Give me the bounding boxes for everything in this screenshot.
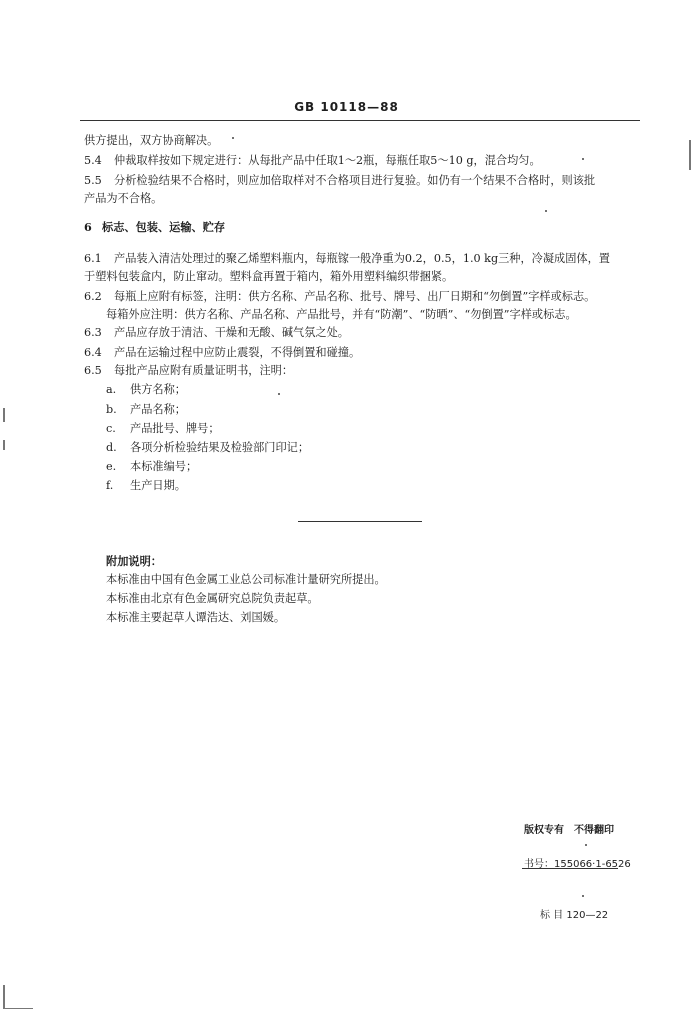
clause-number: 5.4 <box>84 154 102 167</box>
end-of-text-rule <box>298 521 422 522</box>
item-text: 产品批号、牌号； <box>130 422 220 435</box>
catalog-number: 标 目 120—22 <box>540 910 609 921</box>
clause-number: 6.2 <box>84 290 102 303</box>
header-rule <box>80 120 640 121</box>
clause-text: 仲裁取样按如下规定进行：从每批产品中任取1～2瓶，每瓶任取5～10 g，混合均匀。 <box>114 154 541 167</box>
scan-dot <box>232 137 234 139</box>
list-item <box>106 441 309 455</box>
clause-text: 产品在运输过程中应防止震裂，不得倒置和碰撞。 <box>114 346 361 359</box>
section-number: 6 <box>84 220 92 234</box>
list-item <box>106 383 186 397</box>
copyright-notice: 版权专有 不得翻印 <box>524 825 614 836</box>
note-line: 本标准由中国有色金属工业总公司标准计量研究所提出。 <box>106 573 386 586</box>
clause-text: 每批产品应附有质量证明书，注明： <box>114 364 294 377</box>
item-label: e. <box>106 460 117 473</box>
notes-title: 附加说明： <box>106 554 162 568</box>
clause-text: 每瓶上应附有标签，注明：供方名称、产品名称、批号、牌号、出厂日期和“勿倒置”字样或标志。 <box>114 290 596 303</box>
clause-number: 6.5 <box>84 364 102 377</box>
standard-code-header: GB 10118—88 <box>294 100 399 114</box>
clause-6-5 <box>84 364 293 378</box>
isbn-number: 书号：155066·1-6526 <box>524 859 631 870</box>
list-item <box>106 460 197 474</box>
item-text: 供方名称； <box>130 383 186 396</box>
list-item <box>106 422 220 436</box>
clause-6-1-cont: 于塑料包装盒内，防止窜动。塑料盒再置于箱内，箱外用塑料编织带捆紧。 <box>84 270 454 283</box>
clause-text: 产品装入清洁处理过的聚乙烯塑料瓶内，每瓶镓一般净重为0.2，0.5，1.0 kg三种，冷凝成固体，置 <box>114 252 610 265</box>
clause-text: 分析检验结果不合格时，则应加倍取样对不合格项目进行复验。如仍有一个结果不合格时，则该批 <box>114 174 596 187</box>
scan-dot <box>278 393 280 395</box>
clause-number: 6.4 <box>84 346 102 359</box>
clause-6-3 <box>84 326 349 340</box>
section-title: 标志、包装、运输、贮存 <box>102 220 226 234</box>
clause-5-5-cont: 产品为不合格。 <box>84 192 163 205</box>
item-label: c. <box>106 422 116 435</box>
clause-5-4 <box>84 154 541 168</box>
scan-dot <box>582 158 584 160</box>
note-line: 本标准由北京有色金属研究总院负责起草。 <box>106 592 319 605</box>
section-6-heading <box>84 220 225 234</box>
item-text: 生产日期。 <box>130 479 186 492</box>
scan-mark <box>3 985 5 1009</box>
clause-6-4 <box>84 346 360 360</box>
clause-5-5 <box>84 174 595 188</box>
scan-mark <box>3 408 5 422</box>
clause-number: 6.3 <box>84 326 102 339</box>
item-label: f. <box>106 479 114 492</box>
clause-number: 6.1 <box>84 252 102 265</box>
isbn-underline <box>522 868 618 869</box>
item-label: d. <box>106 441 117 454</box>
continued-line: 供方提出，双方协商解决。 <box>84 134 219 147</box>
item-text: 本标准编号； <box>130 460 198 473</box>
scan-dot <box>545 210 547 212</box>
clause-6-2-cont: 每箱外应注明：供方名称、产品名称、产品批号，并有“防潮”、“防晒”、“勿倒置”字样或标志。 <box>106 308 577 321</box>
item-label: a. <box>106 383 117 396</box>
scan-dot <box>582 895 584 897</box>
clause-6-1 <box>84 252 610 266</box>
clause-6-2 <box>84 290 595 304</box>
scan-mark <box>689 140 691 170</box>
list-item <box>106 403 186 417</box>
item-label: b. <box>106 403 117 416</box>
item-text: 各项分析检验结果及检验部门印记； <box>130 441 310 454</box>
scan-dot <box>585 844 587 846</box>
clause-text: 产品应存放于清洁、干燥和无酸、碱气氛之处。 <box>114 326 349 339</box>
scan-mark <box>3 440 5 450</box>
clause-number: 5.5 <box>84 174 102 187</box>
note-line: 本标准主要起草人谭浩达、刘国媛。 <box>106 611 286 624</box>
scan-mark <box>3 1008 33 1009</box>
item-text: 产品名称； <box>130 403 186 416</box>
list-item <box>106 479 186 493</box>
